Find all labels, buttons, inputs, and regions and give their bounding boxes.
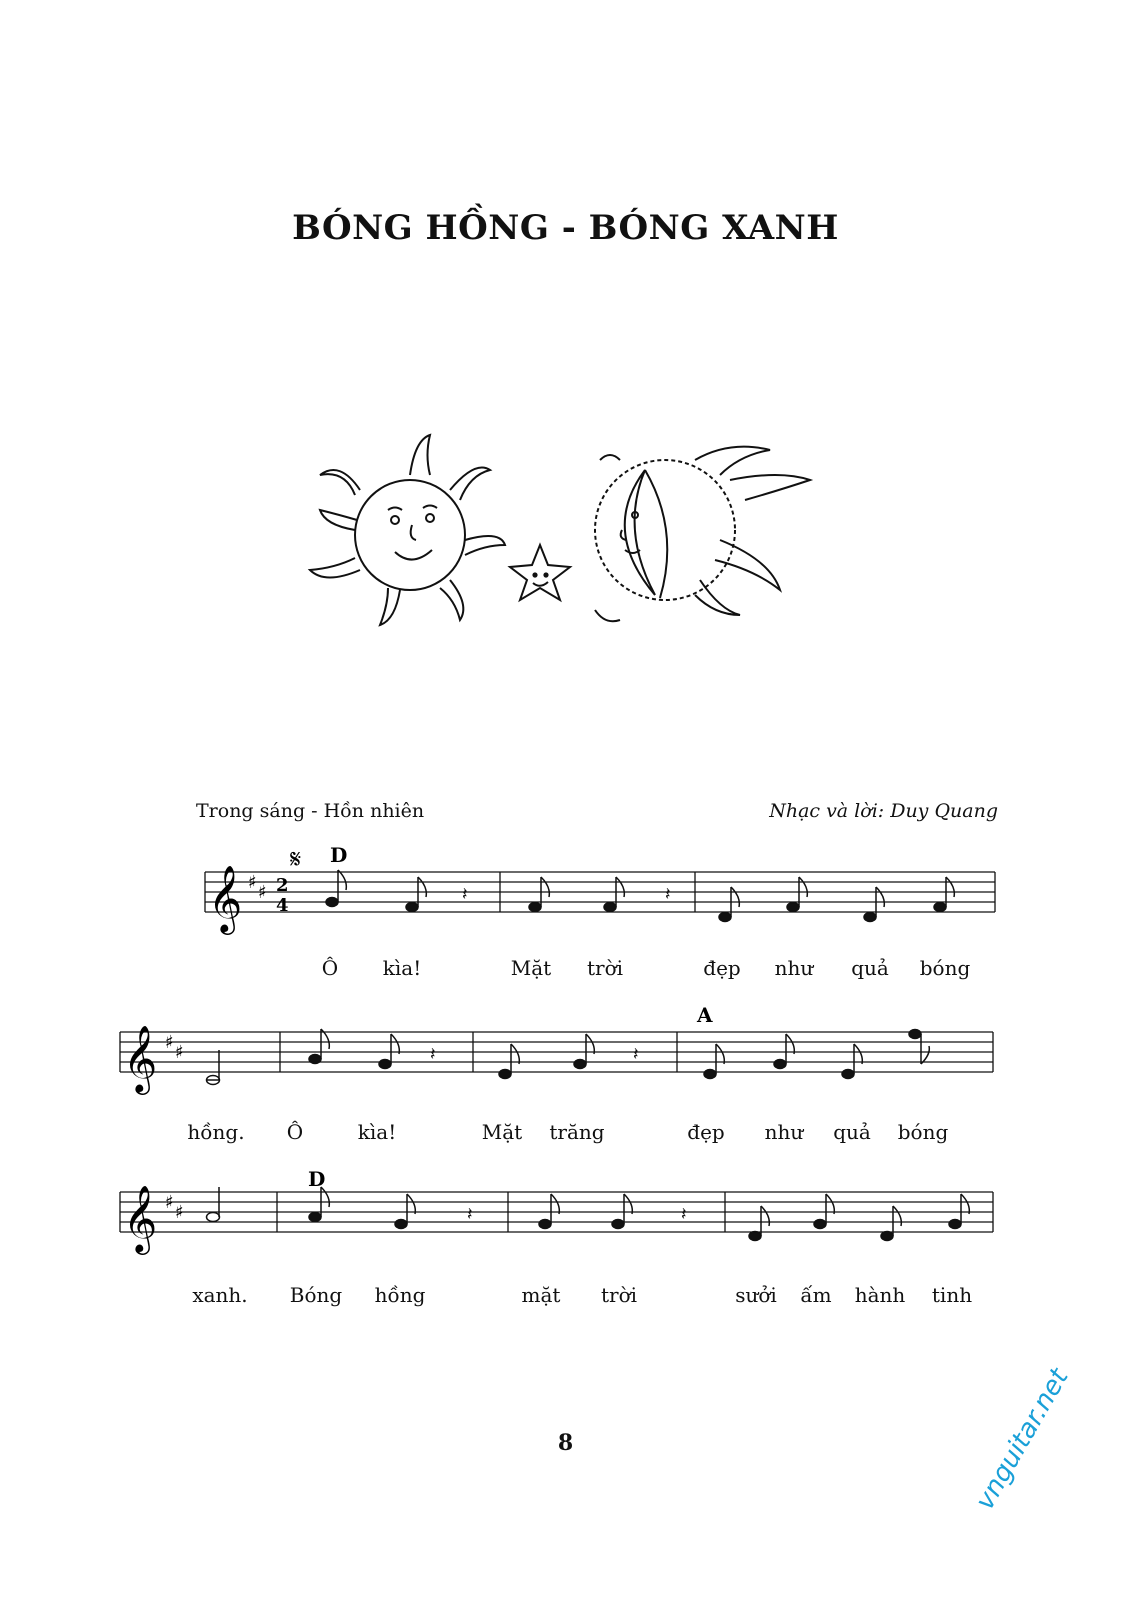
lyrics-line-3 [0,1283,1131,1313]
lyric-syllable: ấm [800,1283,832,1307]
note [704,1044,724,1079]
note [206,1050,220,1085]
chord-symbol: A [697,1003,713,1027]
note [539,1194,559,1229]
note [326,870,346,907]
staff-system-3 [115,1162,1000,1262]
rest: 𝄽 [681,1204,687,1225]
lyric-syllable: bóng [897,1120,949,1144]
lyric-syllable: tinh [931,1283,973,1307]
note [749,1206,769,1241]
lyric-syllable: kìa! [357,1120,397,1144]
staff-system-2 [115,1002,1000,1102]
note [909,1030,929,1065]
key-signature-sharps: ♯ [248,872,257,893]
lyric-syllable: trăng [549,1120,605,1144]
lyric-syllable: bóng [919,956,971,980]
lyric-syllable: mặt [521,1283,561,1307]
lyric-syllable: như [774,956,814,980]
lyric-syllable: kìa! [382,956,422,980]
star-face-icon [510,545,570,600]
segno-sign: 𝄋 [290,845,302,875]
lyrics-line-2 [0,1120,1131,1150]
watermark: vnguitar.net [970,1363,1075,1515]
lyrics-line-1 [0,956,1131,986]
rest: 𝄽 [633,1044,639,1065]
lyric-syllable: trời [600,1283,638,1307]
lyric-syllable: quả [833,1120,871,1144]
rest: 𝄽 [467,1204,473,1225]
note [774,1034,794,1069]
time-signature-bottom: 4 [276,895,289,916]
composer-credit: Nhạc và lời: Duy Quang [769,800,998,822]
treble-clef-icon: 𝄞 [208,864,243,932]
lyric-syllable: hồng. [187,1120,245,1144]
note [842,1044,862,1079]
lyric-syllable: hành [854,1283,906,1307]
rest: 𝄽 [665,884,671,905]
illustration [300,420,840,640]
note [309,1029,329,1064]
lyric-syllable: Bóng [289,1283,343,1307]
lyric-syllable: quả [851,956,889,980]
note [612,1194,632,1229]
note [499,1044,519,1079]
key-signature-sharps: ♯ [258,882,267,903]
chord-symbol: D [308,1167,326,1191]
note [379,1034,399,1069]
key-signature-sharps: ♯ [165,1192,174,1213]
lyric-syllable: Mặt [481,1120,523,1144]
note [574,1034,594,1069]
note [395,1194,415,1229]
key-signature-sharps: ♯ [175,1202,184,1223]
rest: 𝄽 [462,884,468,905]
moon-face-icon [595,447,810,622]
sun-face-icon [310,435,505,625]
lyric-syllable: trời [586,956,624,980]
chord-symbol: D [330,843,348,867]
treble-clef-icon: 𝄞 [123,1184,158,1252]
note [949,1194,969,1229]
staff-system-1 [190,840,1000,940]
key-signature-sharps: ♯ [165,1032,174,1053]
lyric-syllable: xanh. [192,1283,248,1307]
song-title: BÓNG HỒNG - BÓNG XANH [292,208,839,248]
lyric-syllable: sưởi [735,1283,777,1307]
lyric-syllable: Ô [286,1120,304,1144]
lyric-syllable: đẹp [687,1120,725,1144]
lyric-syllable: hồng [374,1283,426,1307]
lyric-syllable: đẹp [703,956,741,980]
lyric-syllable: Ô [321,956,339,980]
page-number: 8 [557,1430,574,1456]
note [814,1194,834,1229]
time-signature-top: 2 [276,875,289,896]
rest: 𝄽 [430,1044,436,1065]
note [881,1206,901,1241]
lyric-syllable: Mặt [510,956,552,980]
lyric-syllable: như [764,1120,804,1144]
treble-clef-icon: 𝄞 [123,1024,158,1092]
key-signature-sharps: ♯ [175,1042,184,1063]
tempo-marking: Trong sáng - Hồn nhiên [196,800,425,822]
